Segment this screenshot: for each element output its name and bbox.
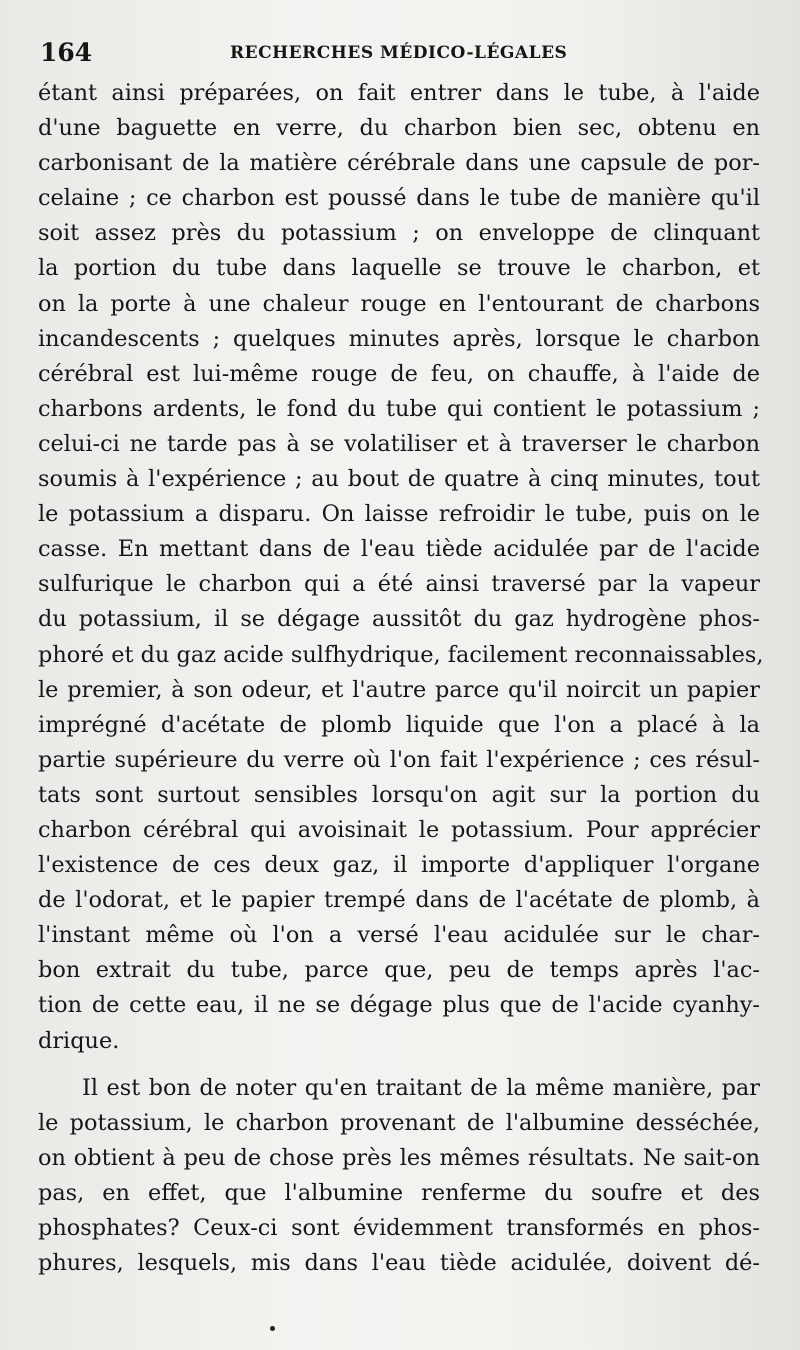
text-line: on obtient à peu de chose près les mêmes résultats. Ne sait-on xyxy=(38,1144,760,1171)
page-number: 164 xyxy=(40,38,93,67)
text-line: tats sont surtout sensibles lorsqu'on agit sur la portion du xyxy=(38,781,760,808)
text-line: phosphates? Ceux-ci sont évidemment transformés en phos- xyxy=(38,1215,760,1241)
text-line: l'instant même où l'on a versé l'eau acidulée sur le char- xyxy=(38,922,760,949)
text-line: partie supérieure du verre où l'on fait l'expérience ; ces résul- xyxy=(38,746,760,773)
paragraph-gap xyxy=(38,1059,760,1071)
running-title: RECHERCHES MÉDICO-LÉGALES xyxy=(230,43,568,63)
text-line: celui-ci ne tarde pas à se volatiliser et à traverser le charbon xyxy=(38,430,760,457)
text-line: casse. En mettant dans de l'eau tiède acidulée par de l'acide xyxy=(38,536,760,563)
text-line: le premier, à son odeur, et l'autre parce qu'il noircit un papier xyxy=(38,676,760,703)
text-line: l'existence de ces deux gaz, il importe d'appliquer l'organe xyxy=(38,852,760,879)
paragraph-1 xyxy=(38,76,764,1059)
text-line: charbons ardents, le fond du tube qui contient le potassium ; xyxy=(38,395,760,422)
text-line: cérébral est lui-même rouge de feu, on chauffe, à l'aide de xyxy=(38,360,760,387)
text-line: Il est bon de noter qu'en traitant de la même manière, par xyxy=(82,1074,760,1101)
text-line: le potassium, le charbon provenant de l'albumine desséchée, xyxy=(38,1109,760,1136)
text-line: charbon cérébral qui avoisinait le potassium. Pour apprécier xyxy=(38,816,760,843)
page-header xyxy=(40,38,755,72)
ink-dot xyxy=(270,1326,275,1331)
text-line: incandescents ; quelques minutes après, lorsque le charbon xyxy=(38,325,760,352)
text-line: étant ainsi préparées, on fait entrer dans le tube, à l'aide xyxy=(38,80,760,106)
text-line: tion de cette eau, il ne se dégage plus que de l'acide cyanhy- xyxy=(38,992,760,1019)
text-line: soumis à l'expérience ; au bout de quatre à cinq minutes, tout xyxy=(38,466,760,493)
text-line: imprégné d'acétate de plomb liquide que l'on a placé à la xyxy=(38,711,760,738)
text-line: phures, lesquels, mis dans l'eau tiède acidulée, doivent dé- xyxy=(38,1250,760,1277)
paragraph-2 xyxy=(38,1071,760,1282)
body-text xyxy=(38,76,764,1281)
text-line: celaine ; ce charbon est poussé dans le tube de manière qu'il xyxy=(38,185,760,212)
text-line: carbonisant de la matière cérébrale dans une capsule de por- xyxy=(38,150,760,177)
text-line: pas, en effet, que l'albumine renferme du soufre et des xyxy=(38,1179,760,1206)
text-line: d'une baguette en verre, du charbon bien sec, obtenu en xyxy=(38,115,760,142)
text-line: drique. xyxy=(38,1027,120,1054)
text-line: phoré et du gaz acide sulfhydrique, facilement reconnaissables, xyxy=(38,641,764,668)
text-line: du potassium, il se dégage aussitôt du gaz hydrogène phos- xyxy=(38,606,760,633)
text-line: on la porte à une chaleur rouge en l'entourant de charbons xyxy=(38,290,760,317)
text-line: sulfurique le charbon qui a été ainsi traversé par la vapeur xyxy=(38,571,760,598)
text-line: soit assez près du potassium ; on enveloppe de clinquant xyxy=(38,220,760,247)
text-line: bon extrait du tube, parce que, peu de temps après l'ac- xyxy=(38,957,760,984)
text-line: la portion du tube dans laquelle se trouve le charbon, et xyxy=(38,255,760,282)
text-line: de l'odorat, et le papier trempé dans de l'acétate de plomb, à xyxy=(38,887,760,914)
text-line: le potassium a disparu. On laisse refroidir le tube, puis on le xyxy=(38,501,760,528)
